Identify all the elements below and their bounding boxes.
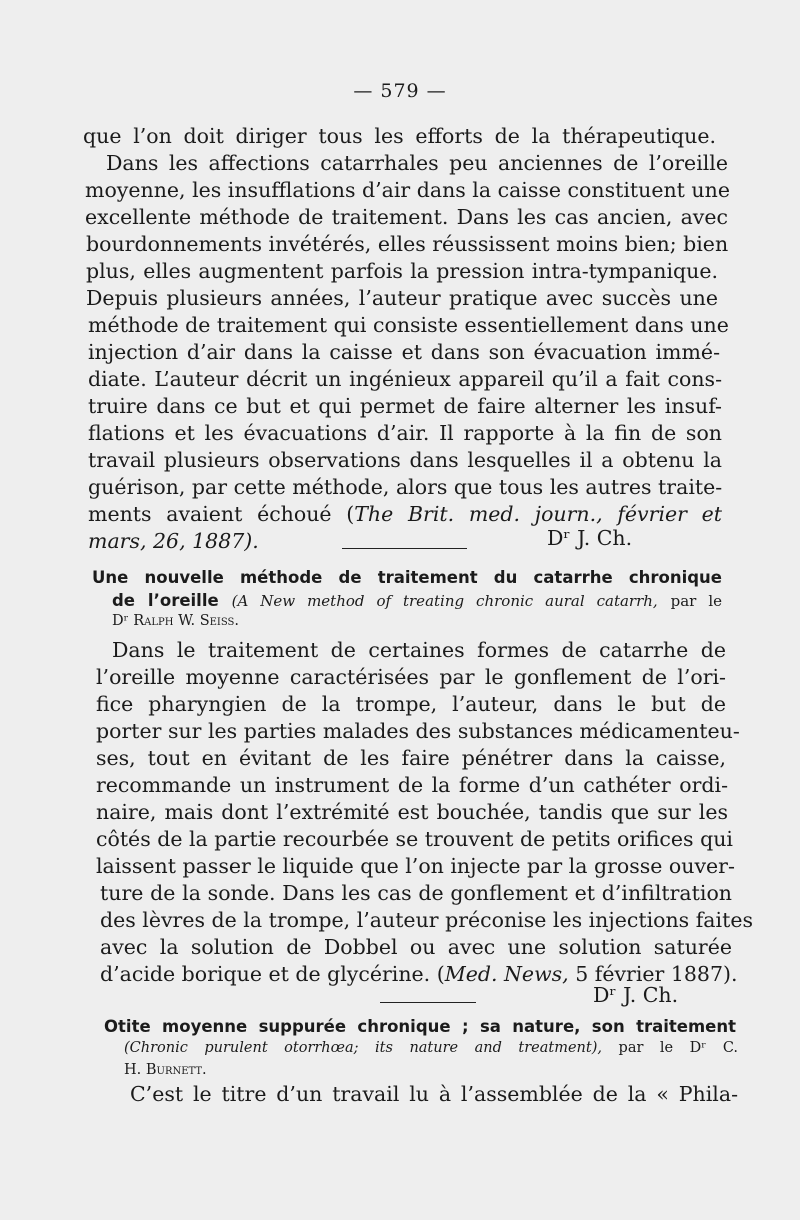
- body-line: Dans le traitement de certaines formes de catarrhe de: [112, 638, 726, 662]
- body-line: diate. L’auteur décrit un ingénieux appareil qu’il a fait cons-: [88, 367, 722, 391]
- body-line: côtés de la partie recourbée se trouvent de petits orifices qui: [96, 827, 733, 851]
- body-line: recommande un instrument de la forme d’un cathéter ordi-: [96, 773, 728, 797]
- page-number: — 579 —: [353, 80, 447, 102]
- body-line: méthode de traitement qui consiste essentiellement dans une: [88, 313, 729, 337]
- citation-date: mars, 26, 1887).: [88, 529, 259, 553]
- body-line: des lèvres de la trompe, l’auteur préconise les injections faites: [100, 908, 753, 932]
- body-line: excellente méthode de traitement. Dans les cas ancien, avec: [85, 205, 728, 229]
- signature: Dʳ J. Ch.: [547, 526, 633, 550]
- body-line: porter sur les parties malades des substances médicamenteu-: [96, 719, 740, 743]
- text-run: ments avaient échoué (: [88, 502, 355, 526]
- body-line: injection d’air dans la caisse et dans son évacuation immé-: [88, 340, 720, 364]
- article-title-line2: [124, 1037, 738, 1059]
- text-run: 5 février 1887).: [575, 962, 738, 986]
- article-author: H. Burnett.: [124, 1062, 207, 1078]
- section-divider: [380, 1002, 476, 1003]
- text-run: par le Dʳ C.: [618, 1040, 739, 1056]
- section-divider: [342, 548, 467, 549]
- text-run: par le: [670, 592, 722, 610]
- article-author: Dʳ Ralph W. Seiss.: [112, 613, 240, 629]
- journal-citation: The Brit. med. journ., février et: [354, 502, 722, 526]
- body-line: guérison, par cette méthode, alors que tous les autres traite-: [88, 475, 723, 499]
- english-title: (A New method of treating chronic aural catarrh,: [231, 592, 658, 610]
- body-line: ses, tout en évitant de les faire pénétrer dans la caisse,: [96, 746, 726, 770]
- body-line: Dans les affections catarrhales peu anciennes de l’oreille: [106, 151, 728, 175]
- english-title: (Chronic purulent otorrhœa; its nature and treatment),: [124, 1040, 602, 1056]
- body-line: que l’on doit diriger tous les efforts de la thérapeutique.: [83, 124, 716, 148]
- body-line: Depuis plusieurs années, l’auteur pratique avec succès une: [86, 286, 718, 310]
- body-line: truire dans ce but et qui permet de faire alterner les insuf-: [88, 394, 722, 418]
- body-line: avec la solution de Dobbel ou avec une solution saturée: [100, 935, 732, 959]
- body-line: bourdonnements invétérés, elles réussissent moins bien; bien: [86, 232, 729, 256]
- body-line: plus, elles augmentent parfois la pression intra-tympanique.: [86, 259, 718, 283]
- body-line: laissent passer le liquide que l’on injecte par la grosse ouver-: [96, 854, 735, 878]
- article-title: Otite moyenne suppurée chronique ; sa nature, son traitement: [104, 1017, 736, 1036]
- article-title: Une nouvelle méthode de traitement du catarrhe chronique: [92, 568, 722, 587]
- body-line-citation: [88, 501, 722, 528]
- text-run: de l’oreille: [112, 591, 219, 610]
- body-line: C’est le titre d’un travail lu à l’assemblée de la « Phila-: [130, 1082, 738, 1106]
- body-line: fice pharyngien de la trompe, l’auteur, dans le but de: [96, 692, 726, 716]
- body-line: moyenne, les insufflations d’air dans la caisse constituent une: [85, 178, 730, 202]
- body-line: naire, mais dont l’extrémité est bouchée, tandis que sur les: [96, 800, 728, 824]
- text-run: d’acide borique et de glycérine. (: [100, 962, 445, 986]
- body-line: flations et les évacuations d’air. Il rapporte à la fin de son: [88, 421, 722, 445]
- body-line: l’oreille moyenne caractérisées par le gonflement de l’ori-: [96, 665, 726, 689]
- signature: Dʳ J. Ch.: [593, 983, 679, 1007]
- journal-citation: Med. News,: [444, 962, 569, 986]
- body-line: ture de la sonde. Dans les cas de gonflement et d’infiltration: [100, 881, 732, 905]
- body-line: travail plusieurs observations dans lesquelles il a obtenu la: [88, 448, 722, 472]
- article-title-line2: [112, 591, 722, 610]
